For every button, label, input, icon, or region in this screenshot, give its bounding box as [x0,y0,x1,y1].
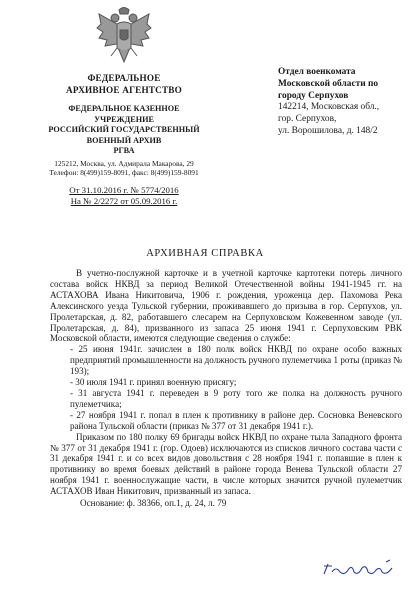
body-paragraph-2: Приказом по 180 полку 69 бригады войск НКВД по охране тыла Западного фронта № 377 от 31 декабря 1941 г. (гор. Одоев) исключаются из списков личного состава части с 31 декабря 1941 г. и со всех видов довольствия с 28 ноября 1941 г. попавшие в плен к противнику во время боевых действий в районе города Венева Тульской области 27 ноября 1941 г. военнослужащие части, в числе которых значится ручной пулеметчик АСТАХОВ Иван Никитович, призванный из запаса. [50,431,402,497]
service-record-item-4: - 27 ноября 1941 г. попал в плен к противнику в районе дер. Сосновка Веневского района Тульской области (приказ № 377 от 31 декабря 1941 г.). [70,409,402,431]
address-line-2: Телефон: 8(499)159-8091, факс: 8(499)159-8091 [49,168,199,178]
incoming-reference: На № 2/2272 от 05.09.2016 г. [70,196,178,207]
recipient-line-5: гор. Серпухов, [278,114,337,125]
outgoing-reference [40,185,208,208]
service-record-item-2: - 30 июля 1941 г. принял военную присягу; [70,377,237,388]
certificate-body [50,268,402,509]
coat-of-arms-emblem [93,4,155,66]
archive-address [40,159,208,178]
recipient-line-2: Московской области по [278,78,379,89]
recipient-line-6: ул. Ворошилова, д. 148/2 [278,125,378,136]
handwritten-signature [320,558,400,580]
address-line-1: 125212, Москва, ул. Адмирала Макарова, 29 [54,158,194,168]
archive-line-3: ВОЕННЫЙ АРХИВ [86,135,162,145]
archive-abbr: РГВА [113,146,135,156]
recipient-line-3: городу Серпухов [278,90,349,101]
agency-line-2: АРХИВНОЕ АГЕНТСТВО [66,85,182,95]
service-record-item-1: - 25 июня 1941г. зачислен в 180 полк войск НКВД по охране особо важных предприятий промышленности на должность ручного пулеметчика 1 роты (приказ № 193); [70,344,402,377]
document-title: АРХИВНАЯ СПРАВКА [146,248,264,259]
archive-line-2: РОССИЙСКИЙ ГОСУДАРСТВЕННЫЙ [48,125,200,135]
basis-reference: Основание: ф. 38366, оп.1, д. 24, л. 79 [80,498,227,509]
recipient-line-1: Отдел военкомата [278,67,356,77]
outgoing-number: От 31.10.2016 г. № 5774/2016 [69,184,179,195]
archive-line-1: ФЕДЕРАЛЬНОЕ КАЗЕННОЕ УЧРЕЖДЕНИЕ [68,104,180,124]
agency-line-1: ФЕДЕРАЛЬНОЕ [87,73,161,83]
recipient-line-4: 142214, Московская обл., [278,102,380,113]
agency-name [40,72,208,96]
body-paragraph-1: В учетно-послужной карточке и в учетной карточке картотеки потерь личного состава войск НКВД за период Великой Отечественной войны 1941-1945 гг. на АСТАХОВА Ивана Никитовича, 1906 г. рождения, уроженца дер. Пахомова Река Алексинского уезда Тульской губернии, проживавшего до призыва в гор. Серпухов, ул. Пролетарская, д. 82, работавшего слесарем на Серпуховском Кожевенном заводе (ул. Пролетарская, д. 84), призванного из запаса 25 июня 1941 г. Серпуховским РВК Московской области, имеются следующие сведения о службе: [50,268,402,344]
recipient-block [278,67,408,138]
service-record-item-3: - 31 августа 1941 г. переведен в 9 роту того же полка на должность ручного пулеметчика; [70,387,402,409]
sender-header [40,72,208,208]
archive-name [40,104,208,157]
